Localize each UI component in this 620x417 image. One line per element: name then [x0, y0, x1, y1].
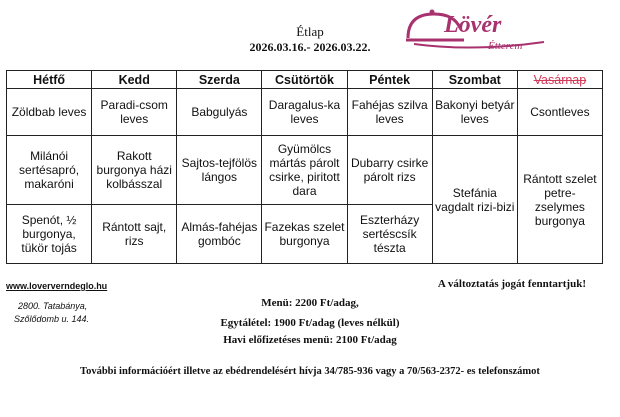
soup-saturday: Bakonyi betyár leves [432, 89, 517, 136]
page-title: Étlap [296, 24, 324, 39]
day-header-saturday: Szombat [432, 71, 517, 89]
soup-tuesday: Paradi-csom leves [92, 89, 177, 136]
address-line-2: Szőlődomb u. 144. [14, 314, 90, 324]
soup-thursday: Daragalus-ka leves [262, 89, 347, 136]
website-link[interactable]: www.loververndeglo.hu [6, 281, 108, 291]
date-range: 2026.03.16.- 2026.03.22. [249, 40, 371, 54]
main1-wednesday: Sajtos-tejfölös lángos [177, 136, 262, 205]
main-sunday: Rántott szelet petre-zselymes burgonya [517, 136, 602, 264]
day-header-monday: Hétfő [7, 71, 92, 89]
table-header-row [7, 71, 603, 89]
table-row [7, 89, 603, 136]
soup-wednesday: Babgulyás [177, 89, 262, 136]
logo-name: Lövér [444, 12, 502, 38]
soup-sunday: Csontleves [517, 89, 602, 136]
weekly-menu-table [6, 70, 603, 264]
main2-tuesday: Rántott sajt, rizs [92, 205, 177, 264]
main1-thursday: Gyümölcs mártás párolt csirke, piritott dara [262, 136, 347, 205]
day-header-wednesday: Szerda [177, 71, 262, 89]
soup-monday: Zöldbab leves [7, 89, 92, 136]
main1-tuesday: Rakott burgonya házi kolbásszal [92, 136, 177, 205]
price-monthly: Havi előfizetéses menü: 2100 Ft/adag [223, 334, 397, 346]
main2-monday: Spenót, ½ burgonya, tükör tojás [7, 205, 92, 264]
main-saturday: Stefánia vagdalt rizi-bizi [432, 136, 517, 264]
table-row [7, 136, 603, 205]
price-single-dish: Egytálétel: 1900 Ft/adag (leves nélkül) [220, 317, 400, 329]
change-notice: A változtatás jogát fenntartjuk! [437, 278, 586, 290]
day-header-thursday: Csütörtök [262, 71, 347, 89]
price-menu: Menü: 2200 Ft/adag, [261, 297, 359, 309]
main2-thursday: Fazekas szelet burgonya [262, 205, 347, 264]
day-header-friday: Péntek [347, 71, 432, 89]
main1-monday: Milánói sertésapró, makaróni [7, 136, 92, 205]
day-header-sunday: Vasárnap [517, 71, 602, 89]
footer-contact-info: További információért illetve az ebédrendelésért hívja 34/785-936 vagy a 70/563-2372- es telefonszámot [80, 366, 540, 377]
main1-friday: Dubarry csirke párolt rizs [347, 136, 432, 205]
address-line-1: 2800. Tatabánya, [18, 301, 88, 311]
main2-friday: Eszterházy sertéscsík tészta [347, 205, 432, 264]
soup-friday: Fahéjas szilva leves [347, 89, 432, 136]
day-header-tuesday: Kedd [92, 71, 177, 89]
logo-subtitle: Étterem [488, 40, 523, 52]
main2-wednesday: Almás-fahéjas gombóc [177, 205, 262, 264]
